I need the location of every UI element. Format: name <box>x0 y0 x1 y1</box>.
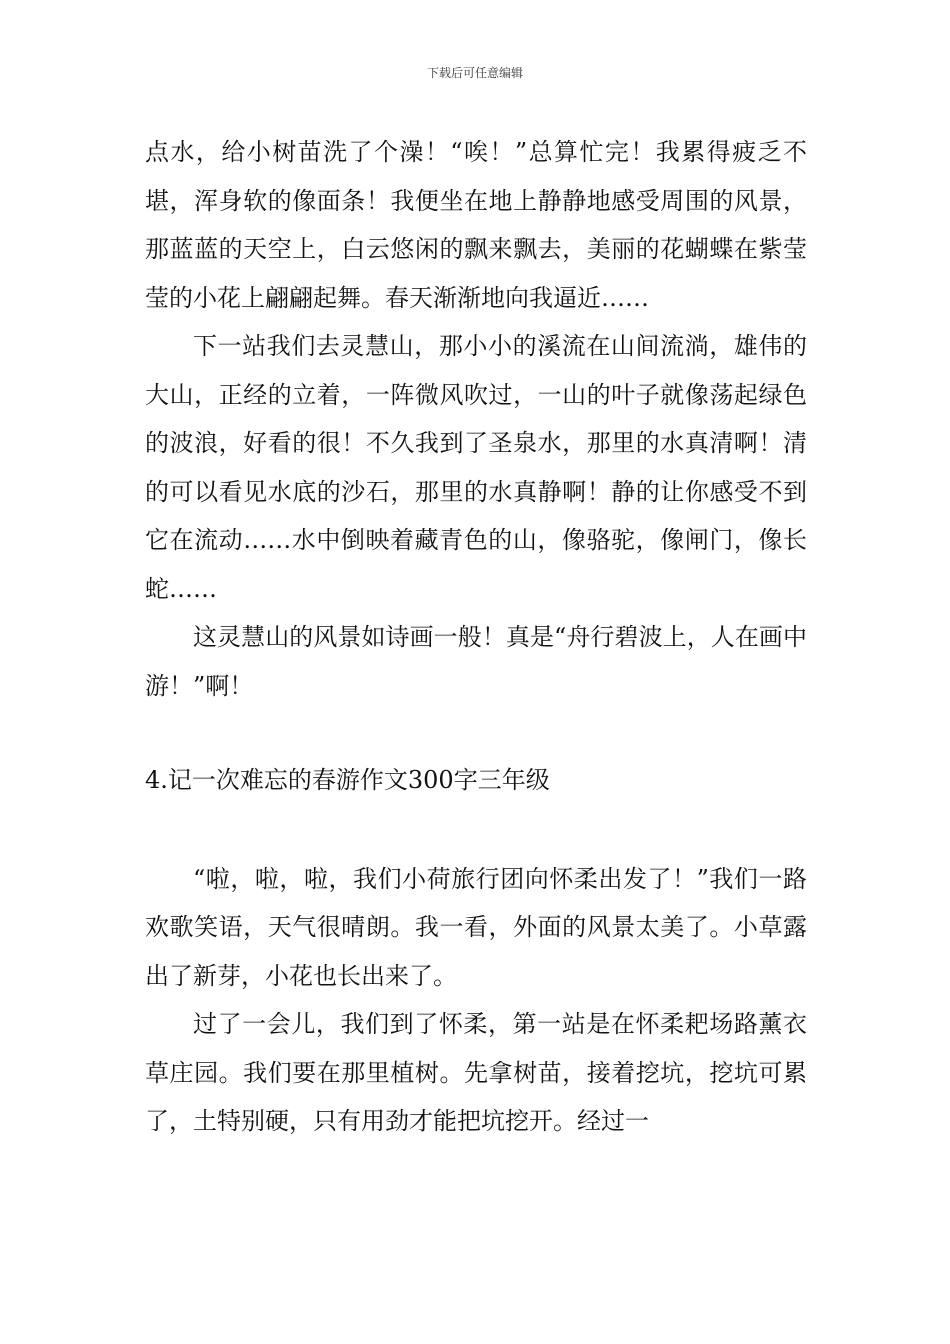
paragraph: “啦，啦，啦，我们小荷旅行团向怀柔出发了！”我们一路欢歌笑语，天气很晴朗。我一看，外面的风景太美了。小草露出了新芽，小花也长出来了。 <box>145 864 807 990</box>
paragraph: 点水，给小树苗洗了个澡！“唉！”总算忙完！我累得疲乏不堪，浑身软的像面条！我便坐在地上静静地感受周围的风景，那蓝蓝的天空上，白云悠闲的飘来飘去，美丽的花蝴蝶在紫莹莹的小花上翩翩起舞。春天渐渐地向我逼近…… <box>145 138 807 312</box>
page-header: 下载后可任意编辑 <box>426 66 523 80</box>
paragraph: 这灵慧山的风景如诗画一般！真是“舟行碧波上，人在画中游！”啊！ <box>145 623 807 700</box>
paragraph: 下一站我们去灵慧山，那小小的溪流在山间流淌，雄伟的大山，正经的立着，一阵微风吹过，一山的叶子就像荡起绿色的波浪，好看的很！不久我到了圣泉水，那里的水真清啊！清的可以看见水底的沙石，那里的水真静啊！静的让你感受不到它在流动……水中倒映着藏青色的山，像骆驼，像闸门，像长蛇…… <box>145 332 807 603</box>
paragraph: 过了一会儿，我们到了怀柔，第一站是在怀柔耙场路薰衣草庄园。我们要在那里植树。先拿树苗，接着挖坑，挖坑可累了，土特别硬，只有用劲才能把坑挖开。经过一 <box>145 1010 807 1135</box>
section-heading: 4.记一次难忘的春游作文300字三年级 <box>145 766 550 794</box>
document-body <box>145 128 807 1146</box>
